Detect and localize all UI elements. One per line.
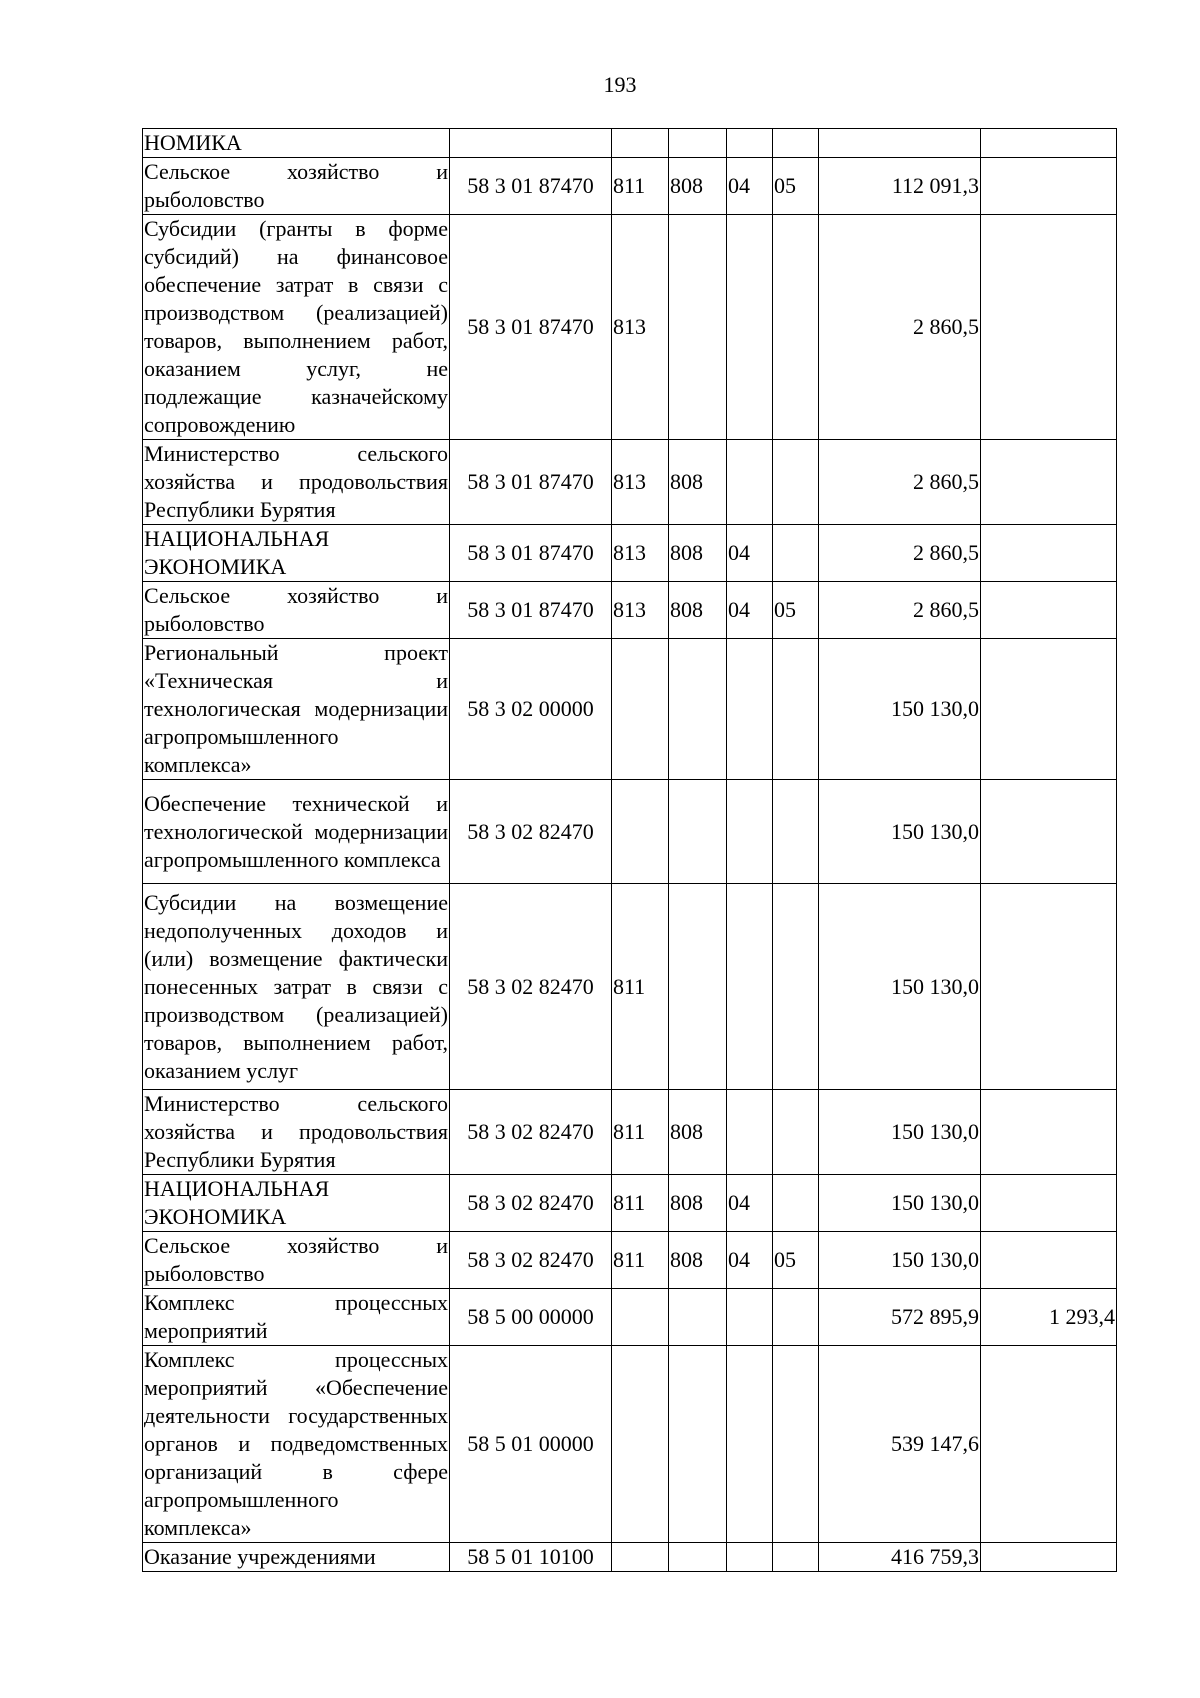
row-name: Министерство сельского хозяйства и продовольствия Республики Бурятия [143,440,450,525]
row-name: Субсидии на возмещение недополученных доходов и (или) возмещение фактически понесенных затрат в связи с производством (реализацией) товаров, выполнением работ, оказанием услуг [143,884,450,1090]
expense-type-code: 813 [612,582,669,639]
row-name: Субсидии (гранты в форме субсидий) на финансовое обеспечение затрат в связи с производством (реализацией) товаров, выполнением работ, оказанием услуг, не подлежащие казначейскому сопровождению [143,215,450,440]
subsection-code: 05 [773,1232,819,1289]
row-name: НАЦИОНАЛЬНАЯ ЭКОНОМИКА [143,1175,450,1232]
subsection-code [773,1289,819,1346]
section-code [727,884,773,1090]
table-row [143,1175,1117,1232]
amount-extra-cell [981,780,1117,884]
target-article-code: 58 3 01 87470 [450,440,612,525]
amount-cell: 2 860,5 [819,525,981,582]
row-name: Министерство сельского хозяйства и продовольствия Республики Бурятия [143,1090,450,1175]
subsection-code [773,525,819,582]
amount-extra-cell [981,215,1117,440]
amount-extra-cell [981,158,1117,215]
amount-extra-cell [981,440,1117,525]
amount-cell: 150 130,0 [819,1090,981,1175]
row-name: Оказание учреждениями [143,1543,450,1572]
table-row [143,884,1117,1090]
target-article-code: 58 3 01 87470 [450,158,612,215]
section-code [727,1346,773,1543]
subsection-code [773,1090,819,1175]
expense-type-code: 813 [612,525,669,582]
target-article-code: 58 3 01 87470 [450,525,612,582]
page-number: 193 [603,72,637,97]
expense-type-code [612,1289,669,1346]
target-article-code: 58 3 02 82470 [450,1232,612,1289]
ministry-code: 808 [669,1175,727,1232]
amount-cell: 2 860,5 [819,215,981,440]
table-row [143,639,1117,780]
target-article-code: 58 3 02 82470 [450,884,612,1090]
ministry-code: 808 [669,440,727,525]
table-row [143,582,1117,639]
table-row [143,525,1117,582]
section-code [727,1543,773,1572]
target-article-code: 58 3 02 82470 [450,780,612,884]
ministry-code: 808 [669,525,727,582]
amount-extra-cell [981,1543,1117,1572]
amount-extra-cell [981,1232,1117,1289]
ministry-code: 808 [669,582,727,639]
expense-type-code [612,1346,669,1543]
ministry-code [669,639,727,780]
table-row [143,129,1117,158]
amount-cell: 416 759,3 [819,1543,981,1572]
amount-extra-cell [981,582,1117,639]
ministry-code: 808 [669,1232,727,1289]
expense-type-code: 811 [612,1232,669,1289]
amount-extra-cell [981,1090,1117,1175]
target-article-code: 58 5 01 00000 [450,1346,612,1543]
expense-type-code [612,780,669,884]
ministry-code [669,780,727,884]
table-row [143,1232,1117,1289]
row-name: Сельское хозяйство и рыболовство [143,582,450,639]
ministry-code [669,1543,727,1572]
section-code [727,1090,773,1175]
section-code: 04 [727,582,773,639]
amount-cell: 2 860,5 [819,582,981,639]
expense-type-code: 811 [612,158,669,215]
table-row [143,1090,1117,1175]
target-article-code: 58 3 02 82470 [450,1175,612,1232]
row-name: Сельское хозяйство и рыболовство [143,158,450,215]
amount-cell: 150 130,0 [819,780,981,884]
target-article-code: 58 5 00 00000 [450,1289,612,1346]
section-code [727,780,773,884]
amount-extra-cell [981,129,1117,158]
expense-type-code [612,639,669,780]
table-row [143,215,1117,440]
subsection-code [773,1543,819,1572]
subsection-code [773,639,819,780]
subsection-code [773,1346,819,1543]
subsection-code [773,884,819,1090]
target-article-code [450,129,612,158]
section-code [727,639,773,780]
section-code: 04 [727,158,773,215]
subsection-code [773,440,819,525]
table-row [143,1543,1117,1572]
section-code [727,1289,773,1346]
row-name: Региональный проект «Техническая и технологическая модернизации агропромышленного комплекса» [143,639,450,780]
amount-extra-cell [981,1346,1117,1543]
amount-cell: 150 130,0 [819,1232,981,1289]
amount-cell: 2 860,5 [819,440,981,525]
row-name: Обеспечение технической и технологической модернизации агропромышленного комплекса [143,780,450,884]
target-article-code: 58 3 02 00000 [450,639,612,780]
target-article-code: 58 3 02 82470 [450,1090,612,1175]
section-code: 04 [727,1175,773,1232]
expense-type-code: 813 [612,440,669,525]
amount-extra-cell [981,1175,1117,1232]
section-code: 04 [727,1232,773,1289]
ministry-code: 808 [669,1090,727,1175]
subsection-code: 05 [773,158,819,215]
ministry-code [669,215,727,440]
amount-cell [819,129,981,158]
target-article-code: 58 3 01 87470 [450,582,612,639]
section-code [727,215,773,440]
table-row [143,780,1117,884]
expense-type-code [612,129,669,158]
subsection-code [773,215,819,440]
amount-cell: 572 895,9 [819,1289,981,1346]
amount-extra-cell [981,639,1117,780]
ministry-code [669,129,727,158]
amount-cell: 539 147,6 [819,1346,981,1543]
expense-type-code: 811 [612,884,669,1090]
subsection-code [773,780,819,884]
section-code [727,129,773,158]
amount-cell: 150 130,0 [819,1175,981,1232]
expense-type-code: 813 [612,215,669,440]
subsection-code [773,129,819,158]
amount-extra-cell [981,884,1117,1090]
row-name: Сельское хозяйство и рыболовство [143,1232,450,1289]
subsection-code: 05 [773,582,819,639]
section-code [727,440,773,525]
subsection-code [773,1175,819,1232]
amount-cell: 150 130,0 [819,639,981,780]
row-name: Комплекс процессных мероприятий [143,1289,450,1346]
amount-cell: 112 091,3 [819,158,981,215]
row-name: НОМИКА [143,129,450,158]
ministry-code [669,884,727,1090]
row-name: Комплекс процессных мероприятий «Обеспечение деятельности государственных органов и подведомственных организаций в сфере агропромышленного комплекса» [143,1346,450,1543]
table-row [143,1289,1117,1346]
budget-table [142,128,1117,1572]
table-row [143,440,1117,525]
table-row [143,158,1117,215]
ministry-code [669,1346,727,1543]
target-article-code: 58 3 01 87470 [450,215,612,440]
target-article-code: 58 5 01 10100 [450,1543,612,1572]
row-name: НАЦИОНАЛЬНАЯ ЭКОНОМИКА [143,525,450,582]
expense-type-code: 811 [612,1090,669,1175]
table-row [143,1346,1117,1543]
budget-table-body [143,129,1117,1572]
expense-type-code [612,1543,669,1572]
ministry-code: 808 [669,158,727,215]
ministry-code [669,1289,727,1346]
section-code: 04 [727,525,773,582]
amount-extra-cell [981,525,1117,582]
expense-type-code: 811 [612,1175,669,1232]
amount-cell: 150 130,0 [819,884,981,1090]
amount-extra-cell: 1 293,4 [981,1289,1117,1346]
